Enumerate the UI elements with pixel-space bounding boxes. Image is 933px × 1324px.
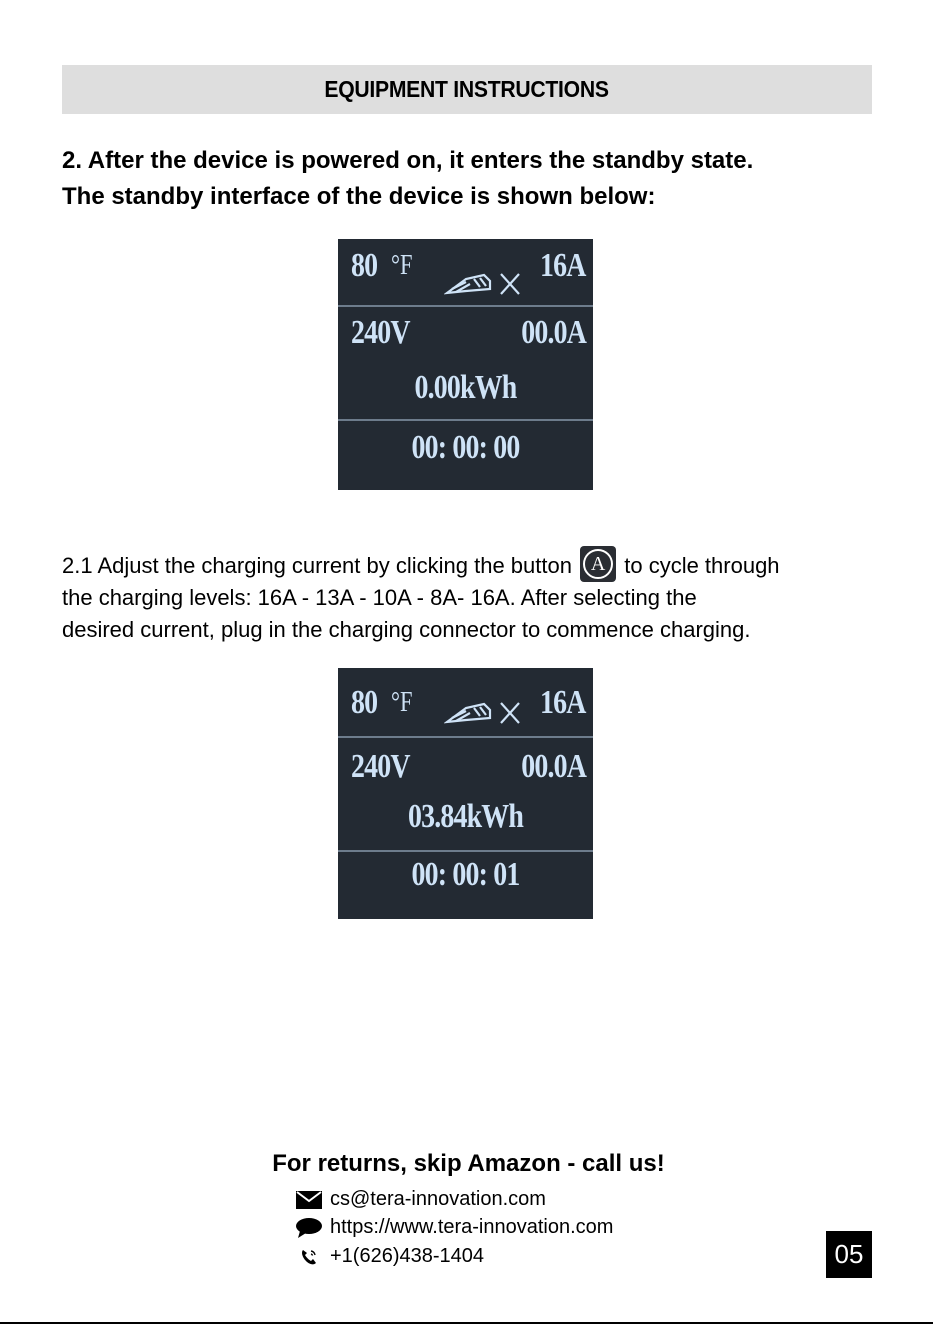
disconnected-x-icon [499,701,521,725]
voltage-value: 240V [351,314,410,351]
email-text[interactable]: cs@tera-innovation.com [330,1188,546,1210]
energy-value: 03.84kWh [407,798,524,835]
para-line-1 [62,546,892,582]
para-line-3: desired current, plug in the charging connector to commence charging. [62,616,751,642]
para-line-1-text-end: to cycle through [624,553,780,578]
standby-display [338,239,593,490]
envelope-icon [296,1190,322,1210]
contact-website [296,1216,613,1239]
energy-value: 0.00kWh [414,369,517,406]
contact-email [296,1188,546,1211]
page-number: 05 [826,1231,872,1278]
max-current-value: 16A [540,247,586,284]
temperature-value: 80 [351,684,378,721]
disconnected-x-icon [499,272,521,296]
para-line-2: the charging levels: 16A - 13A - 10A - 8A- 16A. After selecting the [62,585,697,610]
temperature-unit: °F [391,250,413,281]
para-line-1-text: 2.1 Adjust the charging current by clicking the button [62,553,572,578]
timer-value: 00: 00: 01 [411,856,520,893]
max-current-value: 16A [540,684,586,721]
a-button-label: A [583,549,613,579]
chat-bubble-icon [296,1218,322,1238]
website-text[interactable]: https://www.tera-innovation.com [330,1216,614,1238]
voltage-value: 240V [351,748,410,785]
current-value: 00.0A [521,748,586,785]
a-button-icon [580,546,616,582]
current-value: 00.0A [521,314,586,351]
temperature-value: 80 [351,247,378,284]
page-title: EQUIPMENT INSTRUCTIONS [324,76,610,102]
section-2-line-1: 2. After the device is powered on, it enters the standby state. [62,147,754,174]
phone-icon [296,1247,322,1267]
temperature-unit: °F [391,687,413,718]
header-bar [62,65,872,114]
divider [338,419,593,421]
contact-phone [296,1245,484,1268]
divider [338,850,593,852]
charging-display [338,668,593,919]
section-2-1-paragraph [62,546,892,645]
divider [338,736,593,738]
section-2-heading [62,143,882,215]
timer-value: 00: 00: 00 [411,429,520,466]
divider [338,305,593,307]
footer-title: For returns, skip Amazon - call us! [272,1150,665,1177]
section-2-line-2: The standby interface of the device is shown below: [62,183,656,210]
phone-text[interactable]: +1(626)438-1404 [330,1245,485,1267]
